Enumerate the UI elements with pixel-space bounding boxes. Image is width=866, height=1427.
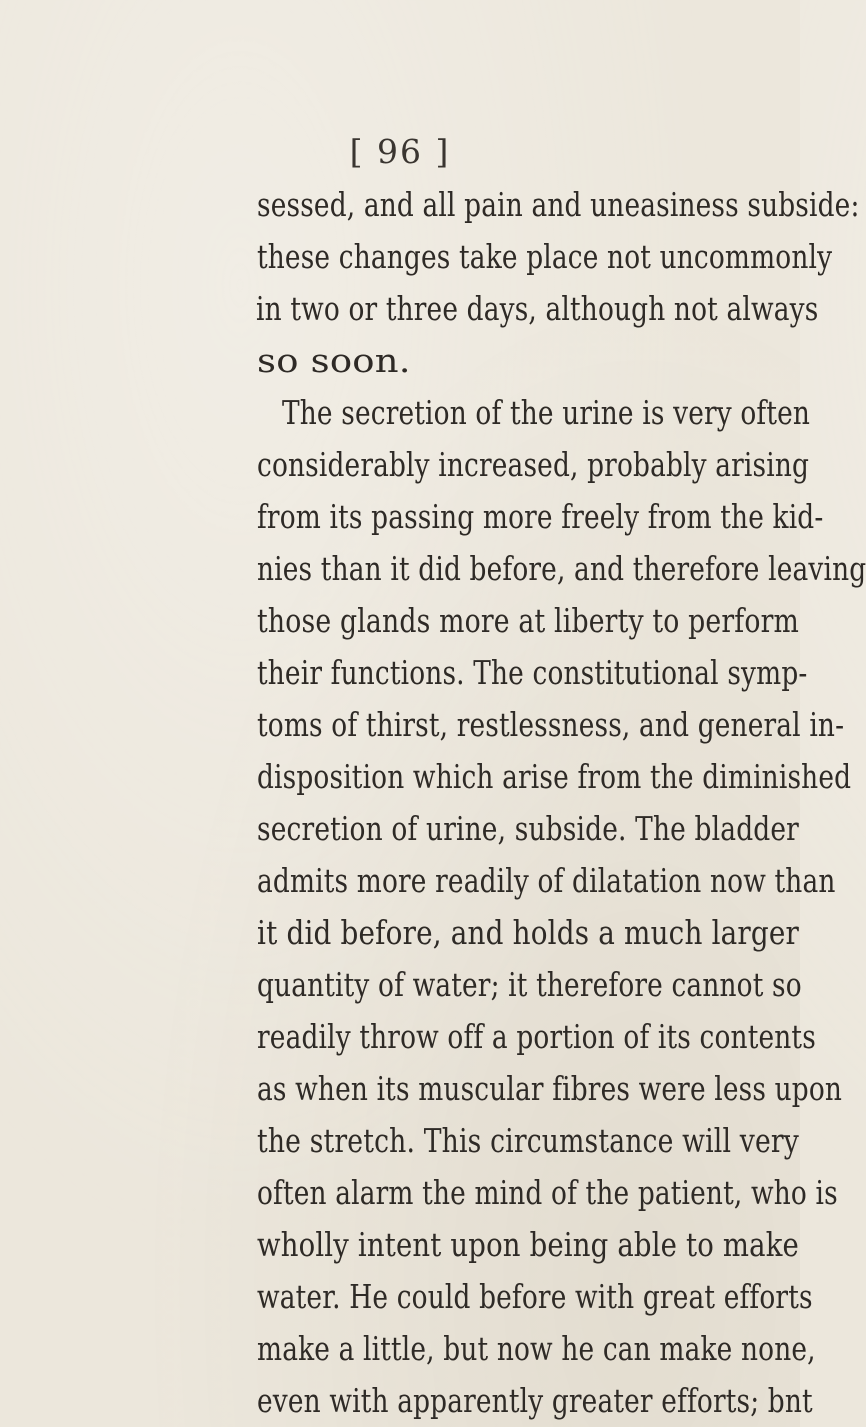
page-number: [ 96 ] — [349, 132, 451, 171]
text-line: as when its muscular fibres were less upon — [257, 1069, 843, 1108]
text-line: in two or three days, although not always — [256, 289, 819, 328]
text-line: so soon. — [257, 341, 411, 380]
text-line: the stretch. This circumstance will very — [257, 1121, 800, 1160]
text-line: make a little, but now he can make none, — [257, 1329, 816, 1368]
text-line: quantity of water; it therefore cannot so — [257, 965, 802, 1004]
text-line: readily throw off a portion of its contents — [257, 1017, 816, 1056]
text-line: secretion of urine, subside. The bladder — [257, 809, 799, 848]
text-line: sessed, and all pain and uneasiness subside: — [257, 185, 860, 224]
text-line: toms of thirst, restlessness, and general in- — [257, 705, 845, 744]
text-line: water. He could before with great efforts — [257, 1277, 813, 1316]
text-line: considerably increased, probably arising — [257, 445, 810, 484]
text-line: often alarm the mind of the patient, who is — [257, 1173, 838, 1212]
text-line: admits more readily of dilatation now than — [257, 861, 836, 900]
text-line: disposition which arise from the diminished — [257, 757, 852, 796]
text-line: wholly intent upon being able to make — [257, 1225, 799, 1264]
text-line: nies than it did before, and therefore leaving — [257, 549, 866, 588]
text-line: The secretion of the urine is very often — [282, 393, 811, 432]
text-line: even with apparently greater efforts; bnt — [257, 1381, 813, 1420]
text-line: it did before, and holds a much larger — [257, 913, 800, 952]
text-line: these changes take place not uncommonly — [257, 237, 833, 276]
text-line: from its passing more freely from the kid- — [257, 497, 824, 536]
text-line: those glands more at liberty to perform — [257, 601, 800, 640]
text-line: their functions. The constitutional symp- — [257, 653, 808, 692]
